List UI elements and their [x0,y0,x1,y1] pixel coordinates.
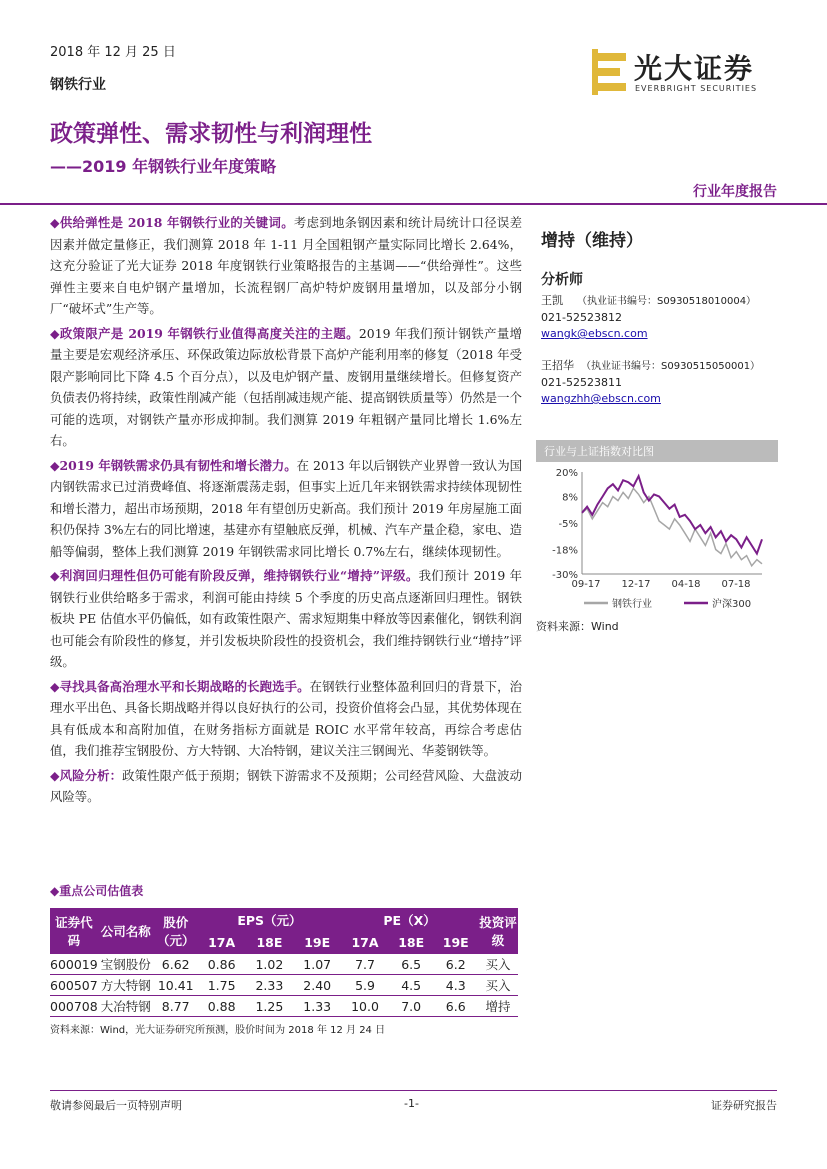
summary-column [50,212,522,811]
analyst-phone: 021-52523811 [541,376,622,389]
header-price: 股价（元） [154,908,198,954]
header-year: 19E [433,931,478,954]
table-source: 资料来源：Wind，光大证券研究所预测，股价时间为 2018 年 12 月 24 日 [50,1025,386,1036]
industry-label: 钢铁行业 [50,77,106,93]
paragraph-body: 在 2013 年以后钢铁产业界曾一致认为国内钢铁需求已过消费峰值、将逐渐震荡走弱，但事实上近几年来钢铁需求持续体现韧性和增长潜力，超出市场预期，2018 年有望创历史新高。我们预计 2019 年房屋施工面积仍保持 3%左右的同比增速，基建亦有望触底反弹，机械、汽车产量企稳，家电、造船等偏弱，整体上我们测算 2019 年钢铁需求同比增长 0.7%左右，继续体现韧性。 [50,457,522,559]
cell-eps: 2.33 [246,975,294,996]
valuation-table-title: ◆重点公司估值表 [50,884,144,898]
cell-price: 10.41 [154,975,198,996]
analyst-name: 王凯 [541,294,563,307]
cell-pe: 6.5 [389,954,434,975]
cell-eps: 1.02 [246,954,294,975]
y-tick-label: 8% [562,492,578,504]
cell-rating: 买入 [478,975,518,996]
header-eps: EPS（元） [198,908,341,931]
analyst-email-link[interactable]: wangk@ebscn.com [541,327,648,340]
header-rating: 投资评级 [478,908,518,954]
cell-code: 600507 [50,975,98,996]
analyst-phone: 021-52523812 [541,311,622,324]
analyst-cert: （执业证书编号：S0930518010004） [577,296,757,307]
series-line [582,476,762,553]
analyst-line [541,358,760,375]
summary-paragraph [50,765,522,808]
cell-pe: 4.3 [433,975,478,996]
header-code: 证券代码 [50,908,98,954]
logo-mark-icon [590,47,630,97]
cell-pe: 5.9 [341,975,389,996]
table-row [50,954,518,975]
x-tick-label: 12-17 [621,579,651,590]
logo-text: 光大证券 [634,52,755,85]
series-line [582,488,762,566]
legend-label: 沪深300 [712,599,752,610]
analyst-email-link[interactable]: wangzhh@ebscn.com [541,392,661,405]
report-subtitle: ——2019 年钢铁行业年度策略 [50,157,277,176]
paragraph-lead: ◆政策限产是 2019 年钢铁行业值得高度关注的主题。 [50,325,359,341]
footer-disclaimer: 敬请参阅最后一页特别声明 [50,1099,182,1112]
summary-paragraph [50,323,522,452]
cell-rating: 买入 [478,954,518,975]
paragraph-body: 考虑到地条钢因素和统计局统计口径误差因素并做定量修正，我们测算 2018 年 1-11 月全国粗钢产量实际同比增长 2.64%，这充分验证了光大证券 2018 年度钢铁行业策略报告的主基调——“供给弹性”。这些弹性主要来自电炉钢产量增加，长流程钢厂高炉特炉废钢用量增加，以及部分小钢厂“破坏式”生产等。 [50,215,522,316]
chart-source: 资料来源：Wind [536,620,619,633]
analyst-block [541,293,756,342]
cell-eps: 1.33 [293,996,341,1017]
analyst-name: 王招华 [541,359,574,372]
cell-pe: 6.6 [433,996,478,1017]
rating: 增持（维持） [541,231,643,251]
valuation-table [50,908,518,1017]
x-tick-label: 04-18 [671,579,701,590]
y-tick-label: 20% [555,468,578,479]
paragraph-body: 我们预计 2019 年钢铁行业供给略多于需求，利润可能由持续 5 个季度的历史高点逐渐回归理性。钢铁板块 PE 估值水平仍偏低，如有政策性限产、需求短期集中释放等因素催化，钢铁利润也可能会有阶段性的修复，并引发板块阶段性的投资机会，我们维持钢铁行业“增持”评级。 [50,568,522,669]
cell-eps: 1.07 [293,954,341,975]
cell-eps: 0.88 [198,996,246,1017]
chart-title: 行业与上证指数对比图 [536,440,778,462]
cell-eps: 1.25 [246,996,294,1017]
paragraph-body: 在钢铁行业整体盈利回归的背景下，治理水平出色、具备长期战略并得以良好执行的公司，投资价值将会凸显，其优势体现在具有低成本和高附加值，在财务指标方面就是 ROIC 水平常年较高，再综合考虑估值，我们推荐宝钢股份、方大特钢、大冶特钢，建议关注三钢闽光、华菱钢铁等。 [50,678,523,758]
y-tick-label: -5% [558,519,578,530]
paragraph-lead: ◆供给弹性是 2018 年钢铁行业的关键词。 [50,215,294,230]
analyst-block [541,358,760,407]
summary-paragraph [50,212,522,320]
cell-eps: 1.75 [198,975,246,996]
analyst-heading: 分析师 [541,272,583,288]
header-year: 18E [246,931,294,954]
chart-canvas [536,462,778,612]
cell-pe: 6.2 [433,954,478,975]
report-date: 2018 年 12 月 25 日 [50,45,176,60]
cell-pe: 7.7 [341,954,389,975]
report-title: 政策弹性、需求韧性与利润理性 [50,121,372,147]
cell-code: 600019 [50,954,98,975]
cell-name: 方大特钢 [98,975,154,996]
cell-eps: 0.86 [198,954,246,975]
cell-price: 8.77 [154,996,198,1017]
paragraph-lead: ◆2019 年钢铁需求仍具有韧性和增长潜力。 [50,457,297,473]
header-year: 19E [293,931,341,954]
header-pe: PE（X） [341,908,478,931]
cell-pe: 4.5 [389,975,434,996]
footer-label: 证券研究报告 [711,1099,777,1112]
paragraph-lead: ◆寻找具备高治理水平和长期战略的长跑选手。 [50,678,310,694]
paragraph-body: 政策性限产低于预期；钢铁下游需求不及预期；公司经营风险、大盘波动风险等。 [50,767,523,804]
cell-price: 6.62 [154,954,198,975]
analyst-cert: （执业证书编号：S0930515050001） [581,361,761,372]
cell-pe: 10.0 [341,996,389,1017]
y-tick-label: -30% [552,570,578,581]
page-number: -1- [404,1097,419,1110]
summary-paragraph [50,565,522,673]
report-type: 行业年度报告 [693,184,777,200]
cell-name: 宝钢股份 [98,954,154,975]
cell-name: 大冶特钢 [98,996,154,1017]
cell-code: 000708 [50,996,98,1017]
y-tick-label: -18% [552,545,578,557]
header-divider [0,203,827,205]
summary-paragraph [50,455,522,563]
legend-label: 钢铁行业 [612,599,652,610]
footer-divider [50,1090,777,1091]
table-row [50,996,518,1017]
everbright-logo [590,47,780,97]
x-tick-label: 09-17 [571,579,601,590]
cell-rating: 增持 [478,996,518,1017]
logo-subtext: EVERBRIGHT SECURITIES [635,84,758,93]
cell-eps: 2.40 [293,975,341,996]
paragraph-lead: ◆风险分析： [50,767,123,783]
header-year: 18E [389,931,434,954]
table-row [50,975,518,996]
analyst-line [541,293,756,310]
header-name: 公司名称 [98,908,154,954]
cell-pe: 7.0 [389,996,434,1017]
paragraph-lead: ◆利润回归理性但仍可能有阶段反弹，维持钢铁行业“增持”评级。 [50,568,419,583]
summary-paragraph [50,676,522,762]
x-tick-label: 07-18 [721,579,751,590]
header-year: 17A [341,931,389,954]
comparison-chart [536,440,778,634]
header-year: 17A [198,931,246,954]
paragraph-body: 2019 年我们预计钢铁产量增量主要是宏观经济承压、环保政策边际放松背景下高炉产能利用率的修复（2018 年受限产影响同比下降 4.5 个百分点），以及电炉钢产量、废钢用量继续增长。但修复资产负债表仍将持续，政策性削减产能（包括削减违规产能、提高钢铁质量等）仍然是一个可能的选项，对钢铁产量亦形成抑制。我们测算 2019 年粗钢产量同比增长 1.6%左右。 [50,325,522,448]
